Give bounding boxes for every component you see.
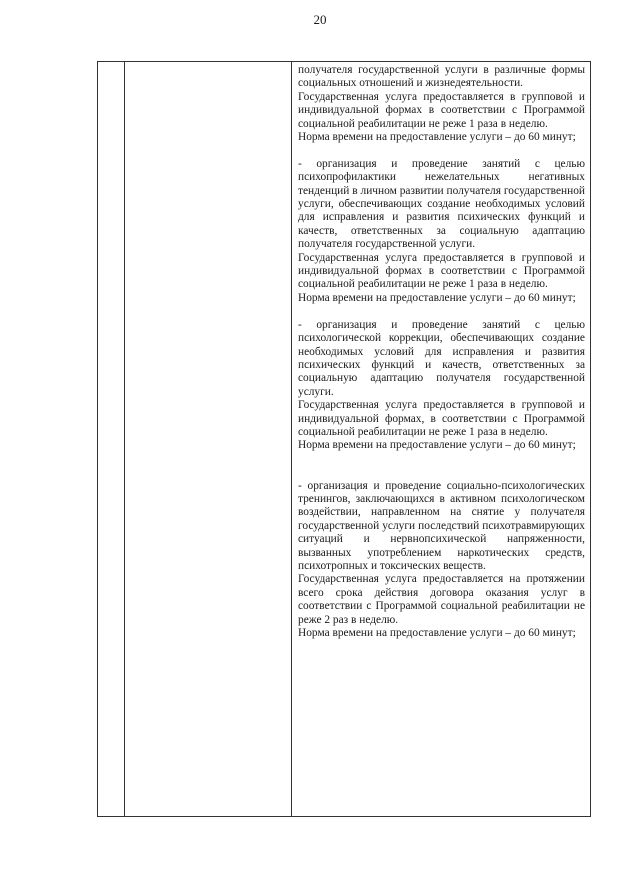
paragraph: получателя государственной услуги в различные формы социальных отношений и жизнедеятельности. <box>298 64 585 90</box>
paragraph: Государственная услуга предоставляется в групповой и индивидуальной формах, в соответствии с Программой социальной реабилитации не реже 1 раза в неделю. <box>298 399 585 438</box>
paragraph: Государственная услуга предоставляется на протяжении всего срока действия договора оказания услуг в соответствии с Программой социальной реабилитации не реже 2 раз в неделю. <box>298 573 585 626</box>
paragraph: Норма времени на предоставление услуги – до 60 минут; <box>298 131 576 144</box>
paragraph: - организация и проведение занятий с целью психопрофилактики нежелательных негативных тенденций в личном развитии получателя государственной услуги, обеспечивающих создание необходимых условий для исправления и развития психических функций и качеств, ответственных за социальную адаптацию получателя государственной услуги. <box>298 157 585 251</box>
page-number: 20 <box>313 12 327 27</box>
paragraph: Норма времени на предоставление услуги – до 60 минут; <box>298 291 576 304</box>
column-divider-2 <box>291 62 292 816</box>
paragraph: Норма времени на предоставление услуги – до 60 минут; <box>298 439 576 452</box>
column-divider-1 <box>124 62 125 816</box>
services-table <box>97 61 591 817</box>
paragraph: - организация и проведение занятий с целью психологической коррекции, обеспечивающих создание необходимых условий для исправления и развития психических функций и качеств, ответственных за социальную адаптацию получателя государственной услуги. <box>298 318 585 398</box>
service-block-3 <box>298 319 585 453</box>
paragraph: Государственная услуга предоставляется в групповой и индивидуальной формах в соответствии с Программой социальной реабилитации не реже 1 раза в неделю. <box>298 251 585 291</box>
service-block-4 <box>298 480 585 641</box>
paragraph: Норма времени на предоставление услуги – до 60 минут; <box>298 627 576 639</box>
service-block-2 <box>298 158 585 305</box>
service-block-1 <box>298 64 585 144</box>
paragraph: - организация и проведение социально-психологических тренингов, заключающихся в активном психологическом воздействии, направленном на снятие у получателя государственной услуги последствий психотравмирующих ситуаций и нервнопсихической напряженности, вызванных употреблением наркотических средств, психотропных и токсических веществ. <box>298 479 585 572</box>
paragraph: Государственная услуга предоставляется в групповой и индивидуальной формах в соответствии с Программой социальной реабилитации не реже 1 раза в неделю. <box>298 90 585 130</box>
service-description-cell <box>298 64 585 640</box>
